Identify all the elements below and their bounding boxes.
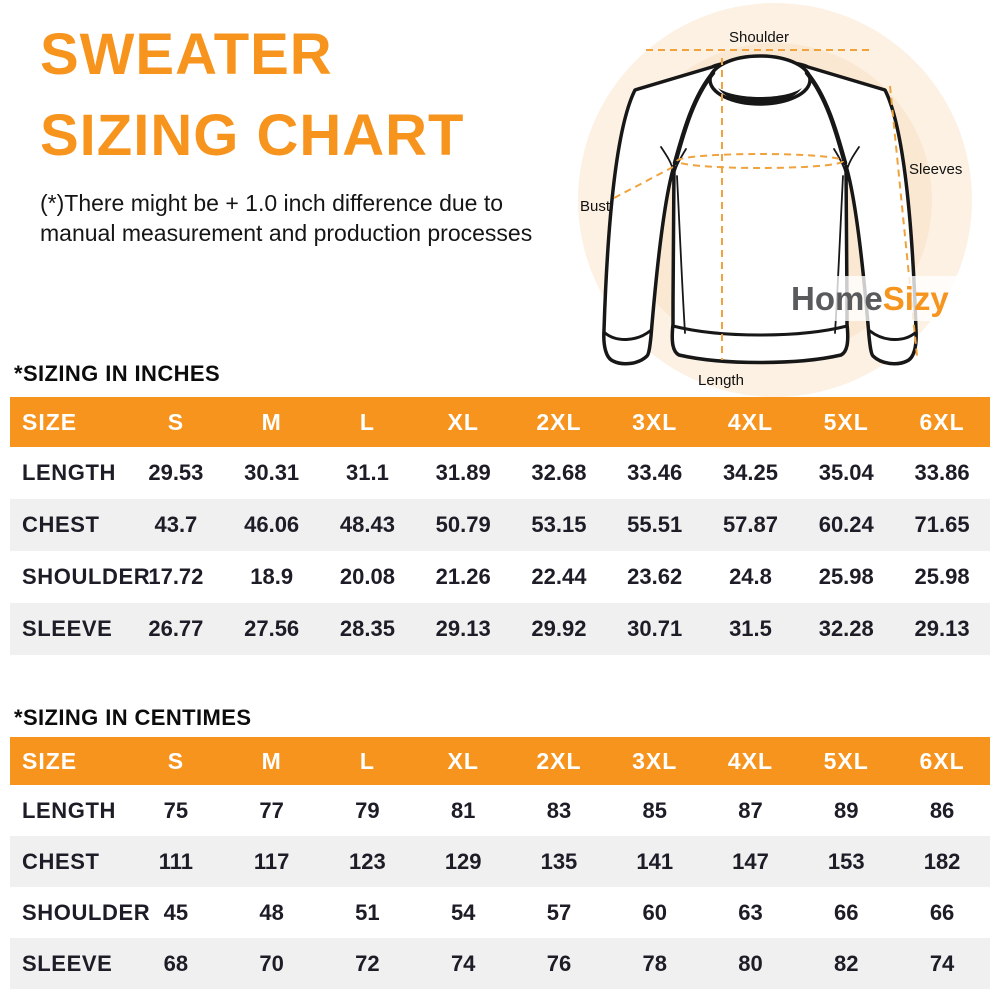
row-label: SLEEVE (22, 950, 113, 976)
collar (710, 56, 810, 104)
col-header-6xl: 6XL (894, 737, 990, 785)
col-header-6xl: 6XL (894, 397, 990, 447)
size-value-cell: 66 (929, 899, 955, 925)
size-value-cell: 33.46 (627, 460, 683, 485)
size-value-cell: 182 (923, 848, 961, 874)
size-value-cell: 53.15 (531, 512, 587, 537)
col-header-xl: XL (415, 737, 511, 785)
col-header-l: L (320, 397, 416, 447)
col-header-5xl: 5XL (798, 397, 894, 447)
size-value-cell: 66 (834, 899, 859, 925)
col-header-4xl: 4XL (703, 737, 799, 785)
size-value-cell: 31.89 (435, 460, 491, 485)
size-value-cell: 25.98 (914, 564, 970, 589)
size-value-cell: 29.92 (531, 616, 587, 641)
disclaimer-line-2: manual measurement and production processes (40, 220, 533, 246)
size-value-cell: 32.28 (818, 616, 874, 641)
table-header-row (10, 397, 990, 447)
table-row-shoulder (10, 551, 990, 603)
col-header-5xl: 5XL (798, 737, 894, 785)
size-value-cell: 78 (642, 950, 667, 976)
sleeves-label: Sleeves (909, 161, 963, 178)
size-value-cell: 23.62 (627, 564, 683, 589)
size-value-cell: 82 (834, 950, 859, 976)
size-value-cell: 29.53 (148, 460, 204, 485)
size-value-cell: 29.13 (435, 616, 491, 641)
brand-logo (780, 276, 962, 321)
size-value-cell: 77 (259, 797, 284, 823)
col-header-m: M (224, 397, 320, 447)
size-value-cell: 27.56 (244, 616, 300, 641)
logo-part-sizy: Sizy (882, 280, 949, 317)
size-value-cell: 24.8 (729, 564, 772, 589)
size-value-cell: 75 (163, 797, 189, 823)
col-header-size: SIZE (10, 397, 128, 447)
col-header-m: M (224, 737, 320, 785)
size-value-cell: 31.5 (729, 616, 772, 641)
sweater-diagram (560, 0, 1000, 400)
size-value-cell: 81 (450, 797, 476, 823)
size-value-cell: 45 (163, 899, 189, 925)
size-value-cell: 43.7 (154, 512, 198, 537)
table-row-length (10, 447, 990, 499)
size-value-cell: 30.31 (244, 460, 300, 485)
table-row-chest (10, 499, 990, 551)
size-value-cell: 129 (444, 848, 482, 874)
disclaimer-line-1: (*)There might be + 1.0 inch difference due to (40, 190, 504, 216)
page-title (40, 14, 464, 176)
size-value-cell: 32.68 (531, 460, 587, 485)
size-value-cell: 85 (642, 797, 667, 823)
col-header-3xl: 3XL (607, 737, 703, 785)
size-value-cell: 57 (546, 899, 572, 925)
title-line-2: SIZING CHART (40, 103, 465, 168)
col-header-size: SIZE (10, 737, 128, 785)
size-value-cell: 46.06 (244, 512, 300, 537)
col-header-l: L (320, 737, 416, 785)
row-label: SLEEVE (22, 616, 113, 641)
col-header-s: S (128, 737, 224, 785)
table-row-sleeve (10, 938, 990, 989)
size-value-cell: 111 (158, 848, 194, 874)
size-value-cell: 20.08 (339, 564, 395, 589)
section-heading-centimes: *SIZING IN CENTIMES (14, 705, 252, 730)
size-value-cell: 34.25 (722, 460, 778, 485)
size-value-cell: 21.26 (435, 564, 491, 589)
size-value-cell: 48.43 (339, 512, 395, 537)
svg-text:HomeSizy (791, 280, 949, 317)
size-value-cell: 83 (546, 797, 572, 823)
row-label: CHEST (22, 848, 100, 874)
table-row-chest (10, 836, 990, 887)
size-value-cell: 141 (636, 848, 674, 874)
size-value-cell: 147 (732, 848, 769, 874)
size-value-cell: 72 (355, 950, 380, 976)
size-value-cell: 89 (834, 797, 859, 823)
row-label: SHOULDER (22, 899, 151, 925)
size-value-cell: 30.71 (627, 616, 683, 641)
size-value-cell: 74 (929, 950, 955, 976)
length-label: Length (698, 372, 744, 389)
size-value-cell: 57.87 (722, 512, 778, 537)
size-value-cell: 70 (259, 950, 284, 976)
title-line-1: SWEATER (40, 22, 333, 87)
sizing-table-centimes (10, 737, 990, 989)
shoulder-label: Shoulder (728, 29, 790, 46)
row-label: CHEST (22, 512, 100, 537)
size-value-cell: 50.79 (435, 512, 491, 537)
col-header-2xl: 2XL (511, 737, 607, 785)
size-value-cell: 26.77 (148, 616, 204, 641)
size-value-cell: 80 (738, 950, 763, 976)
size-value-cell: 29.13 (914, 616, 970, 641)
logo-part-home: Home (791, 280, 883, 317)
table-header-row (10, 737, 990, 785)
size-value-cell: 51 (355, 899, 380, 925)
size-value-cell: 18.9 (250, 564, 294, 589)
size-value-cell: 55.51 (627, 512, 683, 537)
size-value-cell: 17.72 (148, 564, 204, 589)
size-value-cell: 63 (738, 899, 763, 925)
table-row-length (10, 785, 990, 836)
size-value-cell: 48 (259, 899, 284, 925)
size-value-cell: 79 (355, 797, 380, 823)
size-value-cell: 28.35 (339, 616, 395, 641)
size-value-cell: 35.04 (818, 460, 874, 485)
sweater-illustration (560, 0, 1000, 400)
size-value-cell: 68 (163, 950, 189, 976)
size-value-cell: 86 (929, 797, 955, 823)
section-heading-inches: *SIZING IN INCHES (14, 361, 221, 386)
size-value-cell: 123 (349, 848, 386, 874)
row-label: LENGTH (22, 460, 117, 485)
size-value-cell: 153 (827, 848, 865, 874)
col-header-xl: XL (415, 397, 511, 447)
size-value-cell: 74 (450, 950, 476, 976)
row-label: SHOULDER (22, 564, 151, 589)
size-value-cell: 33.86 (914, 460, 970, 485)
col-header-2xl: 2XL (511, 397, 607, 447)
size-value-cell: 54 (450, 899, 476, 925)
size-value-cell: 71.65 (914, 512, 970, 537)
row-label: LENGTH (22, 797, 117, 823)
sizing-table-inches (10, 397, 990, 655)
size-value-cell: 117 (253, 848, 290, 874)
table-row-sleeve (10, 603, 990, 655)
size-value-cell: 76 (546, 950, 572, 976)
size-value-cell: 22.44 (531, 564, 587, 589)
col-header-s: S (128, 397, 224, 447)
size-value-cell: 60.24 (818, 512, 874, 537)
bust-label: Bust (580, 198, 611, 215)
table-row-shoulder (10, 887, 990, 938)
size-value-cell: 135 (540, 848, 578, 874)
col-header-4xl: 4XL (703, 397, 799, 447)
size-value-cell: 25.98 (818, 564, 874, 589)
col-header-3xl: 3XL (607, 397, 703, 447)
size-value-cell: 60 (642, 899, 667, 925)
size-value-cell: 31.1 (346, 460, 389, 485)
size-value-cell: 87 (738, 797, 763, 823)
disclaimer-text (40, 188, 600, 248)
